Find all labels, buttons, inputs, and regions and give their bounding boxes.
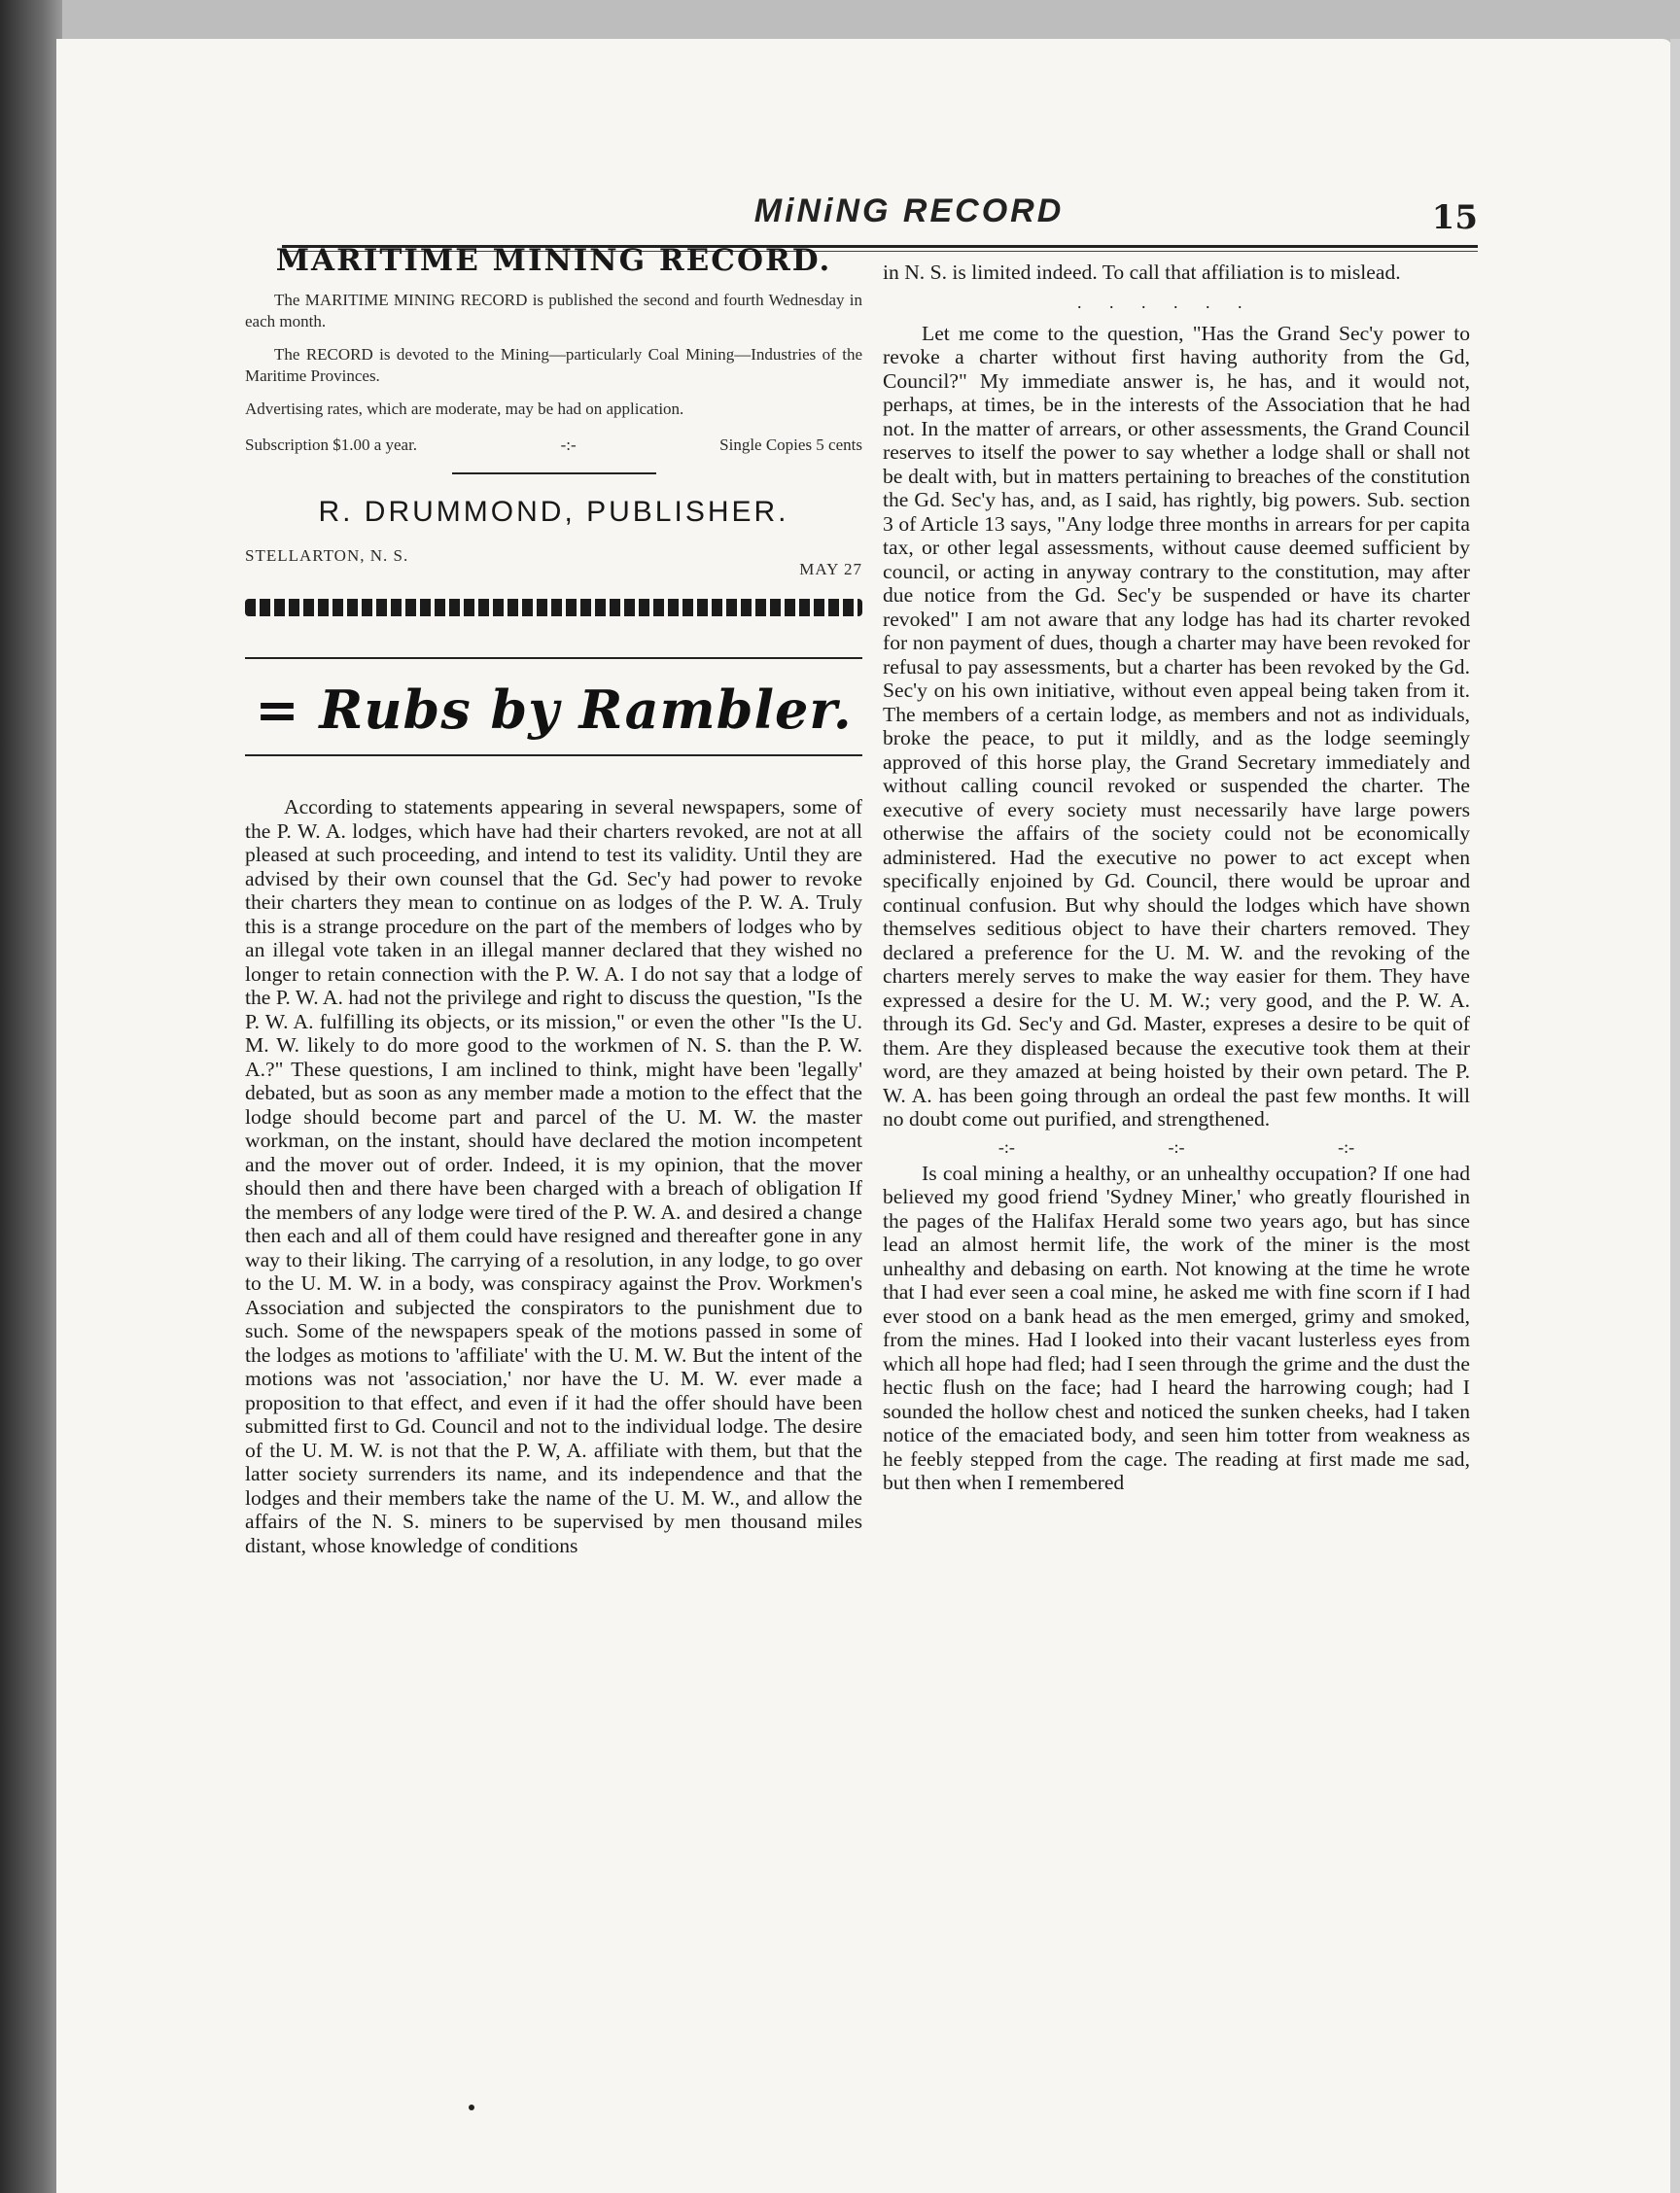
separator-mark: -:-: [998, 1136, 1015, 1157]
article-right-paragraph-3: Is coal mining a healthy, or an unhealthy occupation? If one had believed my good friend 'Sydney Miner,' who greatly flourished in the pages of the Halifax Herald some two years ago, but has since lead an almost hermit life, the work of the miner is the most unhealthy and debasing on earth. Not knowing at the time he wrote that I had ever seen a coal mine, he asked me with fine scorn if I had ever stood on a bank head as the men emerged, grimy and smoked, from the mines. Had I looked into their vacant lusterless eyes from which all hope had fled; had I seen through the grime and the dust the hectic flush on the face; had I heard the harrowing cough; had I sounded the hollow chest and noticed the sunken cheeks, had I taken notice of the emaciated body, and seen him totter from weakness as he feebly stepped from the cage. The reading at first made me sad, but then when I remembered: [883, 1161, 1470, 1494]
location: STELLARTON, N. S.: [245, 546, 409, 565]
advertising-info: Advertising rates, which are moderate, may be had on application.: [245, 400, 684, 418]
masthead-title: MARITIME MINING RECORD.: [275, 243, 832, 278]
title-rule-top: [245, 657, 862, 659]
single-copies-price: Single Copies 5 cents: [719, 435, 862, 454]
issue-date: MAY 27: [799, 560, 862, 578]
dateline: [245, 546, 862, 579]
publication-info: The MARITIME MINING RECORD is published the second and fourth Wednesday in each month.: [245, 291, 862, 331]
masthead-rule: [452, 472, 656, 474]
article-right-paragraph-1: in N. S. is limited indeed. To call that affiliation is to mislead.: [883, 261, 1401, 284]
separator-mark: -:-: [1168, 1136, 1185, 1157]
publisher-name: R. DRUMMOND, PUBLISHER.: [318, 496, 789, 528]
subscription-line: [245, 435, 862, 455]
page-number: 15: [1431, 198, 1478, 237]
left-column: [245, 243, 862, 1973]
dot-separator: . . . . . .: [1077, 292, 1254, 312]
page-edge: [1670, 39, 1680, 2193]
ink-speck: [469, 2105, 474, 2110]
subscription-price: Subscription $1.00 a year.: [245, 435, 418, 454]
title-rule-bottom: [245, 754, 862, 756]
article-left-text: According to statements appearing in several newspapers, some of the P. W. A. lodges, which have had their charters revoked, are not at all pleased at such proceeding, and intend to test its validity. Until they are advised by their own counsel that the Gd. Sec'y had power to revoke their charters they mean to continue on as lodges of the P. W. A. Truly this is a strange procedure on the part of the members of lodges who by an illegal vote taken in an illegal manner declared that they wished no longer to retain connection with the P. W. A. I do not say that a lodge of the P. W. A. had not the privilege and right to discuss the question, "Is the P. W. A. fulfilling its objects, or its mission," or even the other "Is the U. M. W. likely to do more good to the workmen of N. S. than the P. W. A.?" These questions, I am inclined to think, might have been 'legally' debated, but as soon as any member made a motion to the effect that the lodge should become part and parcel of the U. M. W. the master workman, on the instant, should have declared the motion incompetent and the mover out of order. Indeed, it is my opinion, that the mover should then and there have been charged with a breach of obligation If the members of any lodge were tired of the P. W. A. and desired a change then each and all of them could have resigned and thereafter gone in any way to their liking. The carrying of a resolution, in any lodge, to go over to the U. M. W. in a body, was conspiracy against the Prov. Workmen's Association and subjected the conspirators to the punishment due to such. Some of the newspapers speak of the motions passed in some of the lodges as motions to 'affiliate' with the U. M. W. But the intent of the motions was not 'association,' nor have the U. M. W. ever made a proposition to that effect, and even if it had the offer should have been submitted first to Gd. Council and not to the individual lodge. The desire of the U. M. W. is not that the P. W, A. affiliate with them, but that the latter society surrenders its name, and its independence and that the lodges and their members take the name of the U. M. W., and allow the affairs of the N. S. miners to be supervised by men thousand miles distant, whose knowledge of conditions: [245, 795, 862, 1557]
running-title: MiNiNG RECORD: [753, 192, 1065, 229]
article-title: = Rubs by Rambler.: [255, 679, 853, 741]
separator-mark: -:-: [1338, 1136, 1355, 1157]
ornamental-border: [245, 599, 862, 616]
right-column: [883, 261, 1470, 2010]
article-right-paragraph-2: Let me come to the question, "Has the Grand Sec'y power to revoke a charter without first having authority from the Gd, Council?" My immediate answer is, he has, and it would not, perhaps, at times, be in the interests of the Association that he had not. In the matter of arrears, or other assessments, the Grand Council reserves to itself the power to say whether a lodge shall or shall not be dealt with, but in matters pertaining to breaches of the constitution the Gd. Sec'y has, and, as I said, has rightly, big powers. Sub. section 3 of Article 13 says, "Any lodge three months in arrears for per capita tax, or other legal assessments, without cause deemed sufficient by council, or acting in anyway contrary to the constitution, may after due notice from the Gd. Sec'y be suspended or have its charter revoked" I am not aware that any lodge has had its charter revoked for non payment of dues, though a charter may have been revoked for refusal to pay assessments, but a charter has been revoked by the Gd. Sec'y on his own initiative, without even appeal being taken from it. The members of a certain lodge, as members and not as individuals, broke the peace, to put it mildly, and as the lodge seemingly approved of this horse play, the Grand Secretary immediately and without calling council revoked or suspended the charter. The executive of every society must necessarily have large powers otherwise the affairs of the society could not be economically administered. Had the executive no power to act except when specifically enjoined by Gd. Council, there would be uproar and continual confusion. But why should the lodges which have shown themselves seditious object to have their charters removed. They declared a preference for the U. M. W. and the revoking of the charters merely serves to make the way easier for them. They have expressed a desire for the U. M. W.; very good, and the P. W. A. through its Gd. Sec'y and Gd. Master, expreses a desire to be quit of them. Are they displeased because the executive took them at their word, are they amazed at being hoisted by their own petard. The P. W. A. has been going through an ordeal the past few months. It will no doubt come out purified, and strengthened.: [883, 321, 1470, 1131]
section-separator: [922, 1137, 1431, 1158]
binding-shadow: [0, 0, 62, 2193]
subscription-separator: -:-: [560, 435, 577, 454]
devoted-info: The RECORD is devoted to the Mining—particularly Coal Mining—Industries of the Maritime Provinces.: [245, 345, 862, 385]
